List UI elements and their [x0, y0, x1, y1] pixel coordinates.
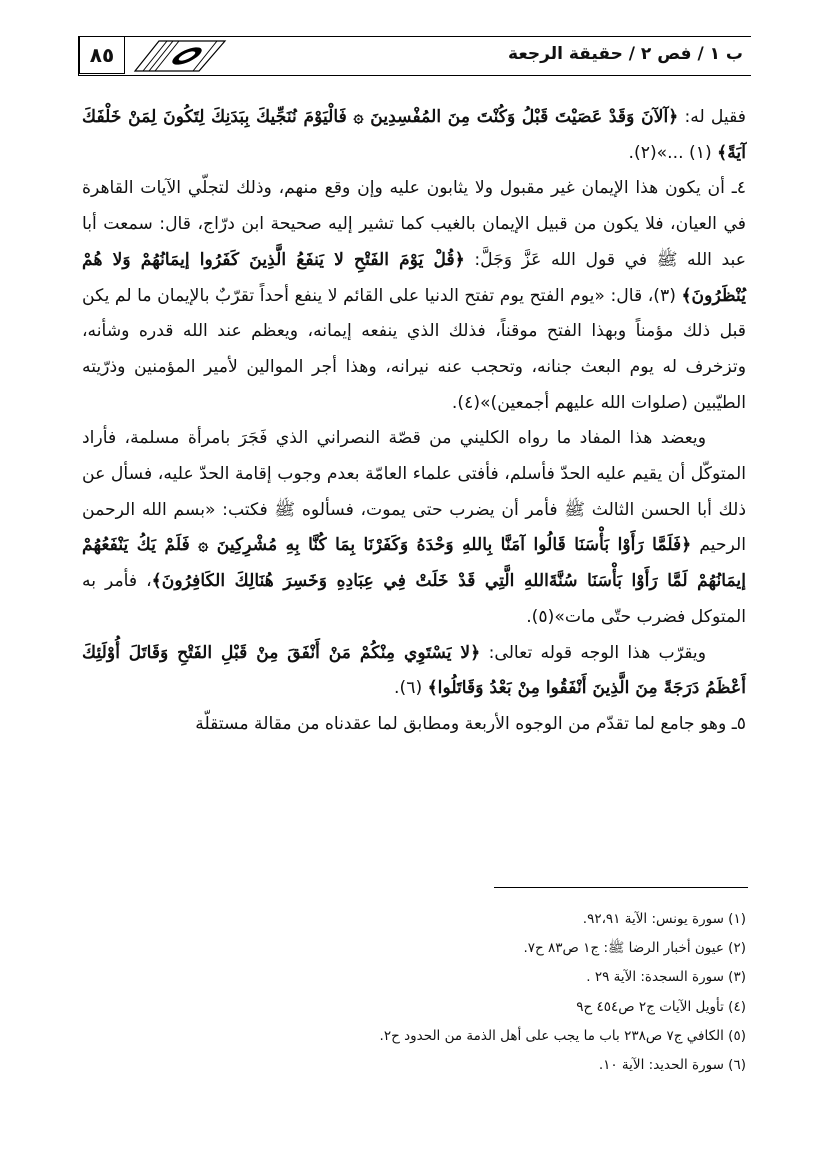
p1-intro: فقيل له: — [678, 107, 746, 127]
p4-end: (٦). — [394, 678, 428, 699]
chapter-title: ب ١ / فص ٢ / حقيقة الرجعة — [508, 44, 743, 64]
page-number: ٨٥ — [79, 36, 125, 74]
footnote-3: (٣) سورة السجدة: الآية ٢٩ . — [586, 969, 746, 986]
running-header — [78, 36, 751, 76]
paragraph-1 — [82, 100, 746, 171]
main-text — [82, 100, 746, 743]
footnotes — [82, 905, 746, 1080]
quran-verse-2: ﴿قُلْ يَوْمَ الفَتْحِ لا يَنفَعُ الَّذِينَ كَفَرُوا إيمَانُهُمْ وَلا هُمْ يُنْظَرُونَ﴾ — [82, 249, 747, 306]
footnote-1: (١) سورة يونس: الآية ٩٢،٩١. — [582, 911, 746, 927]
footnote-5: (٥) الكافي ج٧ ص٢٣٨ باب ما يجب على أهل الذمة من الحدود ح٢. — [379, 1027, 746, 1044]
p2-end: (٣)، قال: «يوم الفتح يوم تفتح الدنيا على القائم لا ينفع أحداً تقرّبٌ بالإيمان ما لم يكن قبل ذلك مؤمناً وبهذا الفتح موقناً، فذلك الذي ينفعه إيمانه، ويعظم عند الله قدره وشأنه، وتزخرف له يوم البعث جنانه، وتحجب عنه نيرانه، وهذا أجر الموالين لأمير المؤمنين وذرّيته الطيّبين (صلوات الله عليهم أجمعين)»(٤). — [82, 285, 746, 413]
paragraph-5 — [82, 707, 746, 743]
quran-verse-3: ﴿فَلَمَّا رَأَوْا بَأْسَنَا قَالُوا آمَنَّا بِاللهِ وَحْدَهُ وَكَفَرْنَا بِمَا كُنَّا بِهِ مُشْرِكِينَ ۞ فَلَمْ يَكُ يَنْفَعُهُمْ إيمَانُهُمْ لَمَّا رَأَوْا بَأْسَنَا سُنَّةَاللهِ الَّتِي قَدْ خَلَتْ فِي عِبَادِهِ وَخَسِرَ هُنَالِكَ الكَافِرُونَ﴾ — [82, 535, 746, 592]
p1-end: (١) ...»(٢). — [628, 142, 718, 163]
quran-verse-4: ﴿لا يَسْتَوِي مِنْكُمْ مَنْ أَنْفَقَ مِنْ قَبْلِ الفَتْحِ وَقَاتَلَ أُوْلَئِكَ أَعْظَمُ دَرَجَةً مِنَ الَّذِينَ أَنْفَقُوا مِنْ بَعْدُ وَقَاتَلُوا﴾ — [82, 642, 746, 699]
footnote-2: (٢) عيون أخبار الرضا ﷺ: ج١ ص٨٣ ح٧. — [523, 940, 746, 957]
p3-end: ، فأمر به المتوكل فضرب حتّى مات»(٥). — [82, 571, 746, 627]
paragraph-2 — [82, 171, 746, 421]
quran-verse-1: ﴿آلآنَ وَقَدْ عَصَيْتَ قَبْلُ وَكُنْتَ مِنَ المُفْسِدِينَ ۞ فَالْيَوْمَ نُنَجِّيكَ بِبَدَنِكَ لِتَكُونَ لِمَنْ خَلْفَكَ آيَةً﴾ — [82, 107, 746, 163]
paragraph-4 — [82, 636, 746, 707]
p2-text: ٤ـ أن يكون هذا الإيمان غير مقبول ولا يثابون عليه وإن وقع منهم، وذلك لتجلّي الآيات القاهرة في العيان، فلا يكون من قبيل الإيمان بالغيب كما تشير إليه صحيحة ابن درّاج، قال: سمعت أبا عبد الله ﷺ في قول الله عَزَّ وَجَلَّ: — [82, 178, 746, 270]
footnote-4: (٤) تأويل الآيات ج٢ ص٤٥٤ ح٩ — [576, 998, 746, 1015]
footnote-6: (٦) سورة الحديد: الآية ١٠. — [598, 1057, 746, 1074]
footnote-separator — [494, 887, 748, 888]
ornament-icon — [129, 39, 229, 73]
p3-text: ويعضد هذا المفاد ما رواه الكليني من قصّة النصراني الذي فَجَرَ بامرأة مسلمة، فأراد المتوكّل أن يقيم عليه الحدّ فأسلم، فأفتى علماء العامّة بعدم وجوب إقامة الحدّ عليه، فسأل عن ذلك أبا الحسن الثالث ﷺ فأمر أن يضرب حتى يموت، فسألوه ﷺ فكتب: «بسم الله الرحمن الرحيم — [82, 428, 746, 556]
paragraph-3 — [82, 421, 746, 635]
p5-text: ٥ـ وهو جامع لما تقدّم من الوجوه الأربعة ومطابق لما عقدناه من مقالة مستقلّة — [195, 713, 746, 734]
p4-text: ويقرّب هذا الوجه قوله تعالى: — [480, 642, 707, 663]
